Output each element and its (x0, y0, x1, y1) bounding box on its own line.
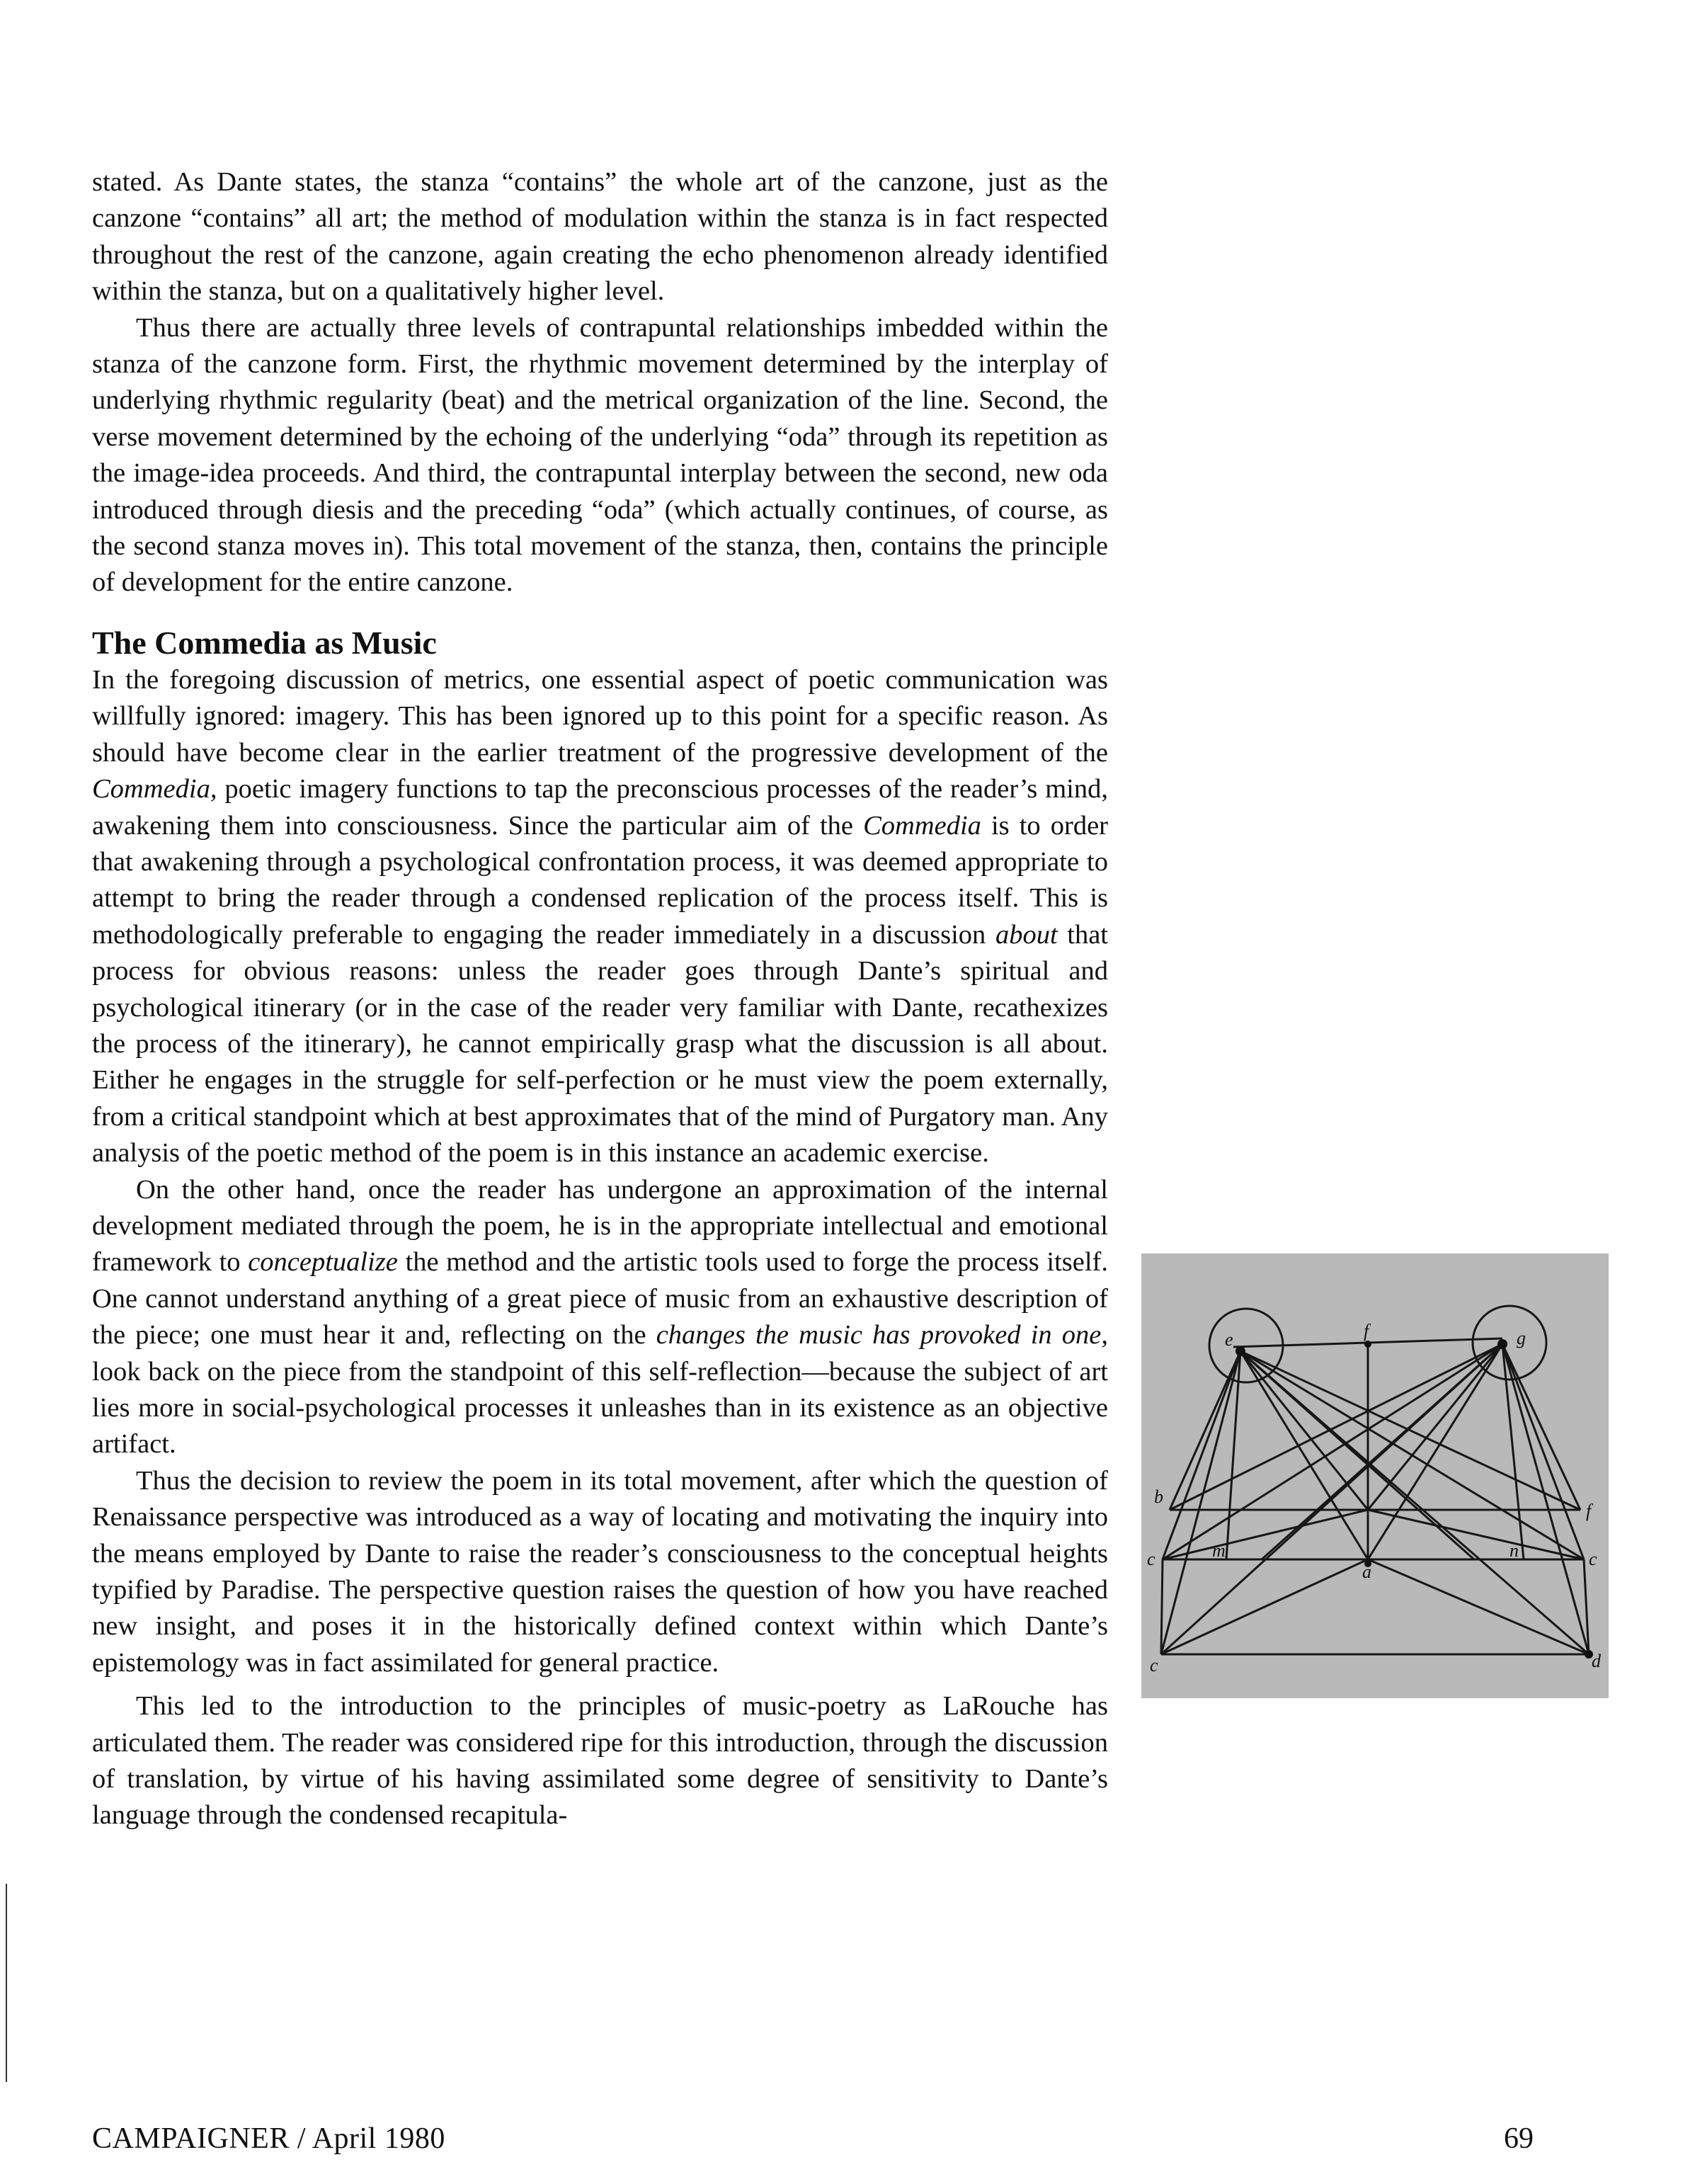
perspective-diagram (1141, 1253, 1609, 1698)
section-heading: The Commedia as Music (92, 624, 437, 661)
figure-label: a (1362, 1562, 1371, 1582)
paragraph: Thus the decision to review the poem in its total movement, after which the question of Renaissance perspective was introduced as a way of locating and motivating the inquiry into the means employed by Dante to raise the reader’s consciousness to the conceptual heights typified by Paradise. The perspective question raises the question of how you have reached new insight, and poses it in the historically defined context within which Dante’s epistemology was in fact assimilated for general practice. (92, 1465, 1108, 1678)
figure-label: f (1364, 1321, 1369, 1341)
figure-label: m (1212, 1540, 1226, 1561)
figure-label: e (1225, 1329, 1233, 1350)
figure-label: c (1589, 1549, 1597, 1569)
paragraph: In the foregoing discussion of metrics, one essential aspect of poetic communication was willfully ignored: imagery. This has been ignored up to this point for a specific reason. As should have become clear in the earlier treatment of the progressive development of the Commedia, poetic imagery functions to tap the preconscious processes of the reader’s mind, awakening them into consciousness. Since the particular aim of the Commedia is to order that awakening through a psychological confrontation process, it was deemed appropriate to attempt to bring the reader through a condensed replication of the process itself. This is methodologically preferable to engaging the reader immediately in a discussion about that process for obvious reasons: unless the reader goes through Dante’s spiritual and psychological itinerary (or in the case of the reader very familiar with Dante, recathexizes the process of the itinerary), he cannot empirically grasp what the discussion is all about. Either he engages in the struggle for self-perfection or he must view the poem externally, from a critical standpoint which at best approximates that of the mind of Purgatory man. Any analysis of the poetic method of the poem is in this instance an academic exercise. (92, 664, 1109, 1168)
figure-label: n (1509, 1540, 1519, 1561)
publication-footer: CAMPAIGNER / April 1980 (92, 2122, 445, 2155)
paragraph: Thus there are actually three levels of contrapuntal relationships imbedded within the stanza of the canzone form. First, the rhythmic movement determined by the interplay of underlying rhythmic regularity (beat) and the metrical organization of the line. Second, the verse movement determined by the echoing of the underlying “oda” through its repetition as the image-idea proceeds. And third, the contrapuntal interplay between the second, new oda introduced through diesis and the preceding “oda” (which actually continues, of course, as the second stanza moves in). This total movement of the stanza, then, contains the principle of development for the entire canzone. (92, 312, 1108, 598)
paragraph: stated. As Dante states, the stanza “contains” the whole art of the canzone, just as the canzone “contains” all art; the method of modulation within the stanza is in fact respected throughout the rest of the canzone, again creating the echo phenomenon already identified within the stanza, but on a qualitatively higher level. (92, 167, 1108, 307)
figure-label: d (1592, 1651, 1601, 1671)
article-body (92, 164, 1108, 1834)
paragraph: This led to the introduction to the principles of music-poetry as LaRouche has articulated them. The reader was considered ripe for this introduction, through the discussion of translation, by virtue of his having assimilated some degree of sensitivity to Dante’s language through the condensed recapitula- (92, 1691, 1108, 1831)
paragraph: On the other hand, once the reader has undergone an approximation of the internal development mediated through the poem, he is in the appropriate intellectual and emotional framework to conceptualize the method and the artistic tools used to forge the process itself. One cannot understand anything of a great piece of music from an exhaustive description of the piece; one must hear it and, reflecting on the changes the music has provoked in one, look back on the piece from the standpoint of this self-reflection—because the subject of art lies more in social-psychological processes it unleashes than in its existence as an objective artifact. (92, 1174, 1108, 1460)
figure-label: b (1154, 1486, 1163, 1507)
margin-rule (6, 1884, 7, 2082)
figure-label: c (1147, 1549, 1155, 1569)
figure-label: g (1517, 1328, 1526, 1348)
page-number: 69 (1504, 2122, 1534, 2155)
figure-label: f (1586, 1501, 1592, 1521)
perspective-diagram-figure (1141, 1253, 1609, 1698)
figure-label: c (1150, 1655, 1158, 1676)
